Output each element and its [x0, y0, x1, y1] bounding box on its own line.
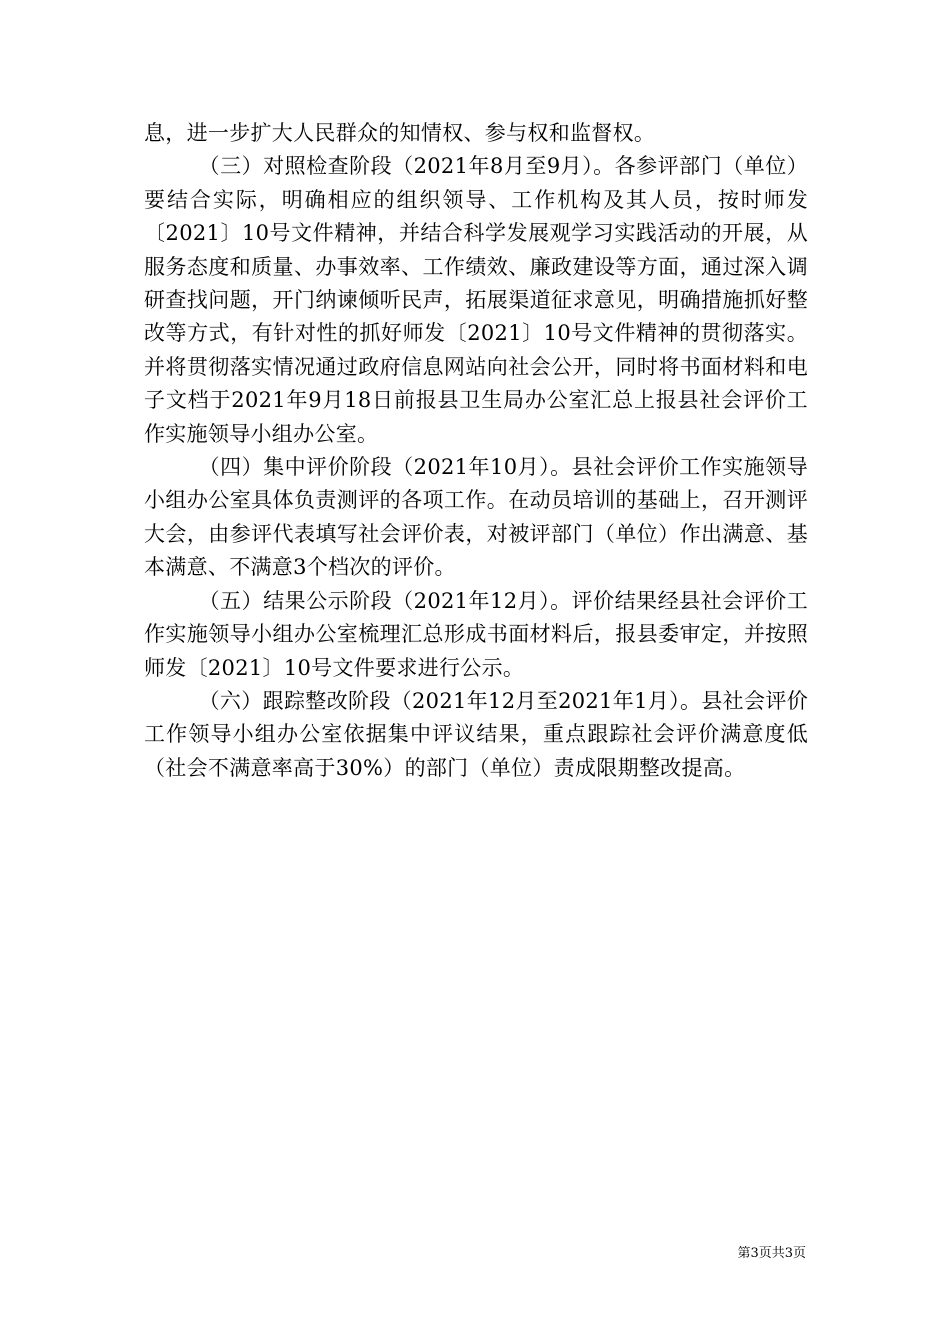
- paragraph-publication-stage: （五）结果公示阶段（2021年12月）。评价结果经县社会评价工作实施领导小组办公室梳理汇总形成书面材料后，报县委审定，并按照师发〔2021〕10号文件要求进行公示。: [144, 588, 808, 680]
- paragraph-evaluation-stage: （四）集中评价阶段（2021年10月）。县社会评价工作实施领导小组办公室具体负责测评的各项工作。在动员培训的基础上，召开测评大会，由参评代表填写社会评价表，对被评部门（单位）作出满意、基本满意、不满意3个档次的评价。: [144, 455, 808, 580]
- paragraph-rectification-stage: （六）跟踪整改阶段（2021年12月至2021年1月）。县社会评价工作领导小组办公室依据集中评议结果，重点跟踪社会评价满意度低（社会不满意率高于30%）的部门（单位）责成限期整改提高。: [144, 688, 808, 780]
- page-number-footer: 第3页共3页: [737, 1246, 806, 1261]
- document-body: [144, 117, 808, 785]
- paragraph-inspection-stage: （三）对照检查阶段（2021年8月至9月）。各参评部门（单位）要结合实际，明确相应的组织领导、工作机构及其人员，按时师发〔2021〕10号文件精神，并结合科学发展观学习实践活动的开展，从服务态度和质量、办事效率、工作绩效、廉政建设等方面，通过深入调研查找问题，开门纳谏倾听民声，拓展渠道征求意见，明确措施抓好整改等方式，有针对性的抓好师发〔2021〕10号文件精神的贯彻落实。并将贯彻落实情况通过政府信息网站向社会公开，同时将书面材料和电子文档于2021年9月18日前报县卫生局办公室汇总上报县社会评价工作实施领导小组办公室。: [144, 154, 808, 446]
- paragraph-continuation: 息，进一步扩大人民群众的知情权、参与权和监督权。: [144, 121, 656, 145]
